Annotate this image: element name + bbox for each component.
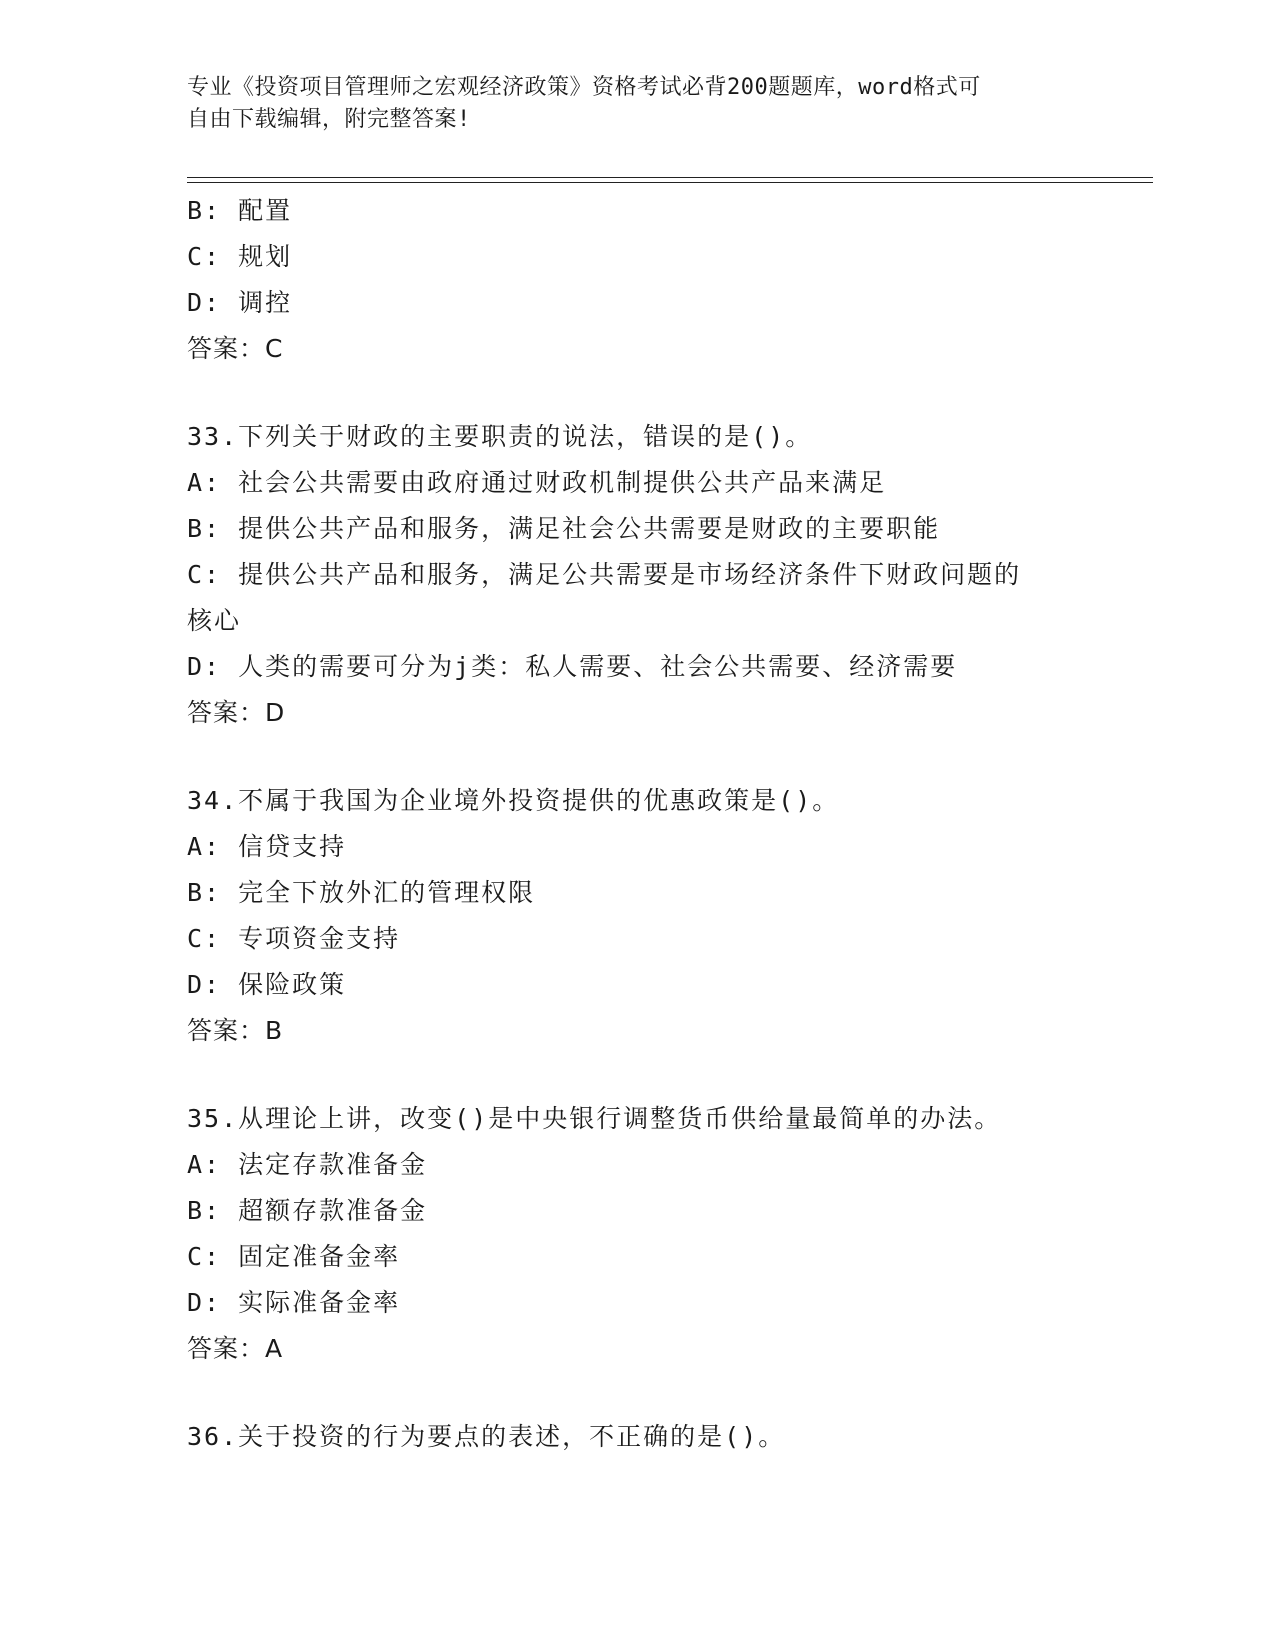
- answer-line: 答案：A: [187, 1334, 284, 1363]
- question-stem: 36.关于投资的行为要点的表述，不正确的是()。: [187, 1422, 786, 1451]
- spacer: [187, 1054, 1087, 1096]
- option-d: D: 调控: [187, 288, 293, 317]
- option-c-continuation: 核心: [187, 606, 242, 635]
- option-d: D: 保险政策: [187, 970, 347, 999]
- question-34: [187, 778, 1087, 1054]
- header-divider-top: [187, 177, 1153, 178]
- header-title-line-2: 自由下载编辑，附完整答案!: [187, 107, 471, 132]
- header-divider-bottom: [187, 182, 1153, 183]
- answer-line: 答案：C: [187, 334, 284, 363]
- question-35: [187, 1096, 1087, 1372]
- answer-line: 答案：D: [187, 698, 286, 727]
- option-c: C: 专项资金支持: [187, 924, 401, 953]
- question-32-continued: [187, 188, 1087, 372]
- option-a: A: 信贷支持: [187, 832, 347, 861]
- spacer: [187, 372, 1087, 414]
- option-d: D: 人类的需要可分为j类：私人需要、社会公共需要、经济需要: [187, 652, 958, 681]
- document-header: [187, 72, 1067, 136]
- option-b: B: 完全下放外汇的管理权限: [187, 878, 536, 907]
- spacer: [187, 736, 1087, 778]
- question-stem: 34.不属于我国为企业境外投资提供的优惠政策是()。: [187, 786, 840, 815]
- option-d: D: 实际准备金率: [187, 1288, 401, 1317]
- option-a: A: 法定存款准备金: [187, 1150, 428, 1179]
- question-33: [187, 414, 1087, 736]
- spacer: [187, 1372, 1087, 1414]
- answer-line: 答案：B: [187, 1016, 284, 1045]
- question-list: [187, 188, 1087, 1460]
- option-a: A: 社会公共需要由政府通过财政机制提供公共产品来满足: [187, 468, 887, 497]
- option-c: C: 固定准备金率: [187, 1242, 401, 1271]
- option-b: B: 提供公共产品和服务，满足社会公共需要是财政的主要职能: [187, 514, 941, 543]
- header-title-line-1: 专业《投资项目管理师之宏观经济政策》资格考试必背200题题库，word格式可: [187, 75, 981, 100]
- question-stem: 35.从理论上讲，改变()是中央银行调整货币供给量最简单的办法。: [187, 1104, 1002, 1133]
- option-b: B: 配置: [187, 196, 293, 225]
- option-c: C: 提供公共产品和服务，满足公共需要是市场经济条件下财政问题的: [187, 560, 1022, 589]
- question-36: [187, 1414, 1087, 1460]
- question-stem: 33.下列关于财政的主要职责的说法，错误的是()。: [187, 422, 813, 451]
- option-b: B: 超额存款准备金: [187, 1196, 428, 1225]
- option-c: C: 规划: [187, 242, 293, 271]
